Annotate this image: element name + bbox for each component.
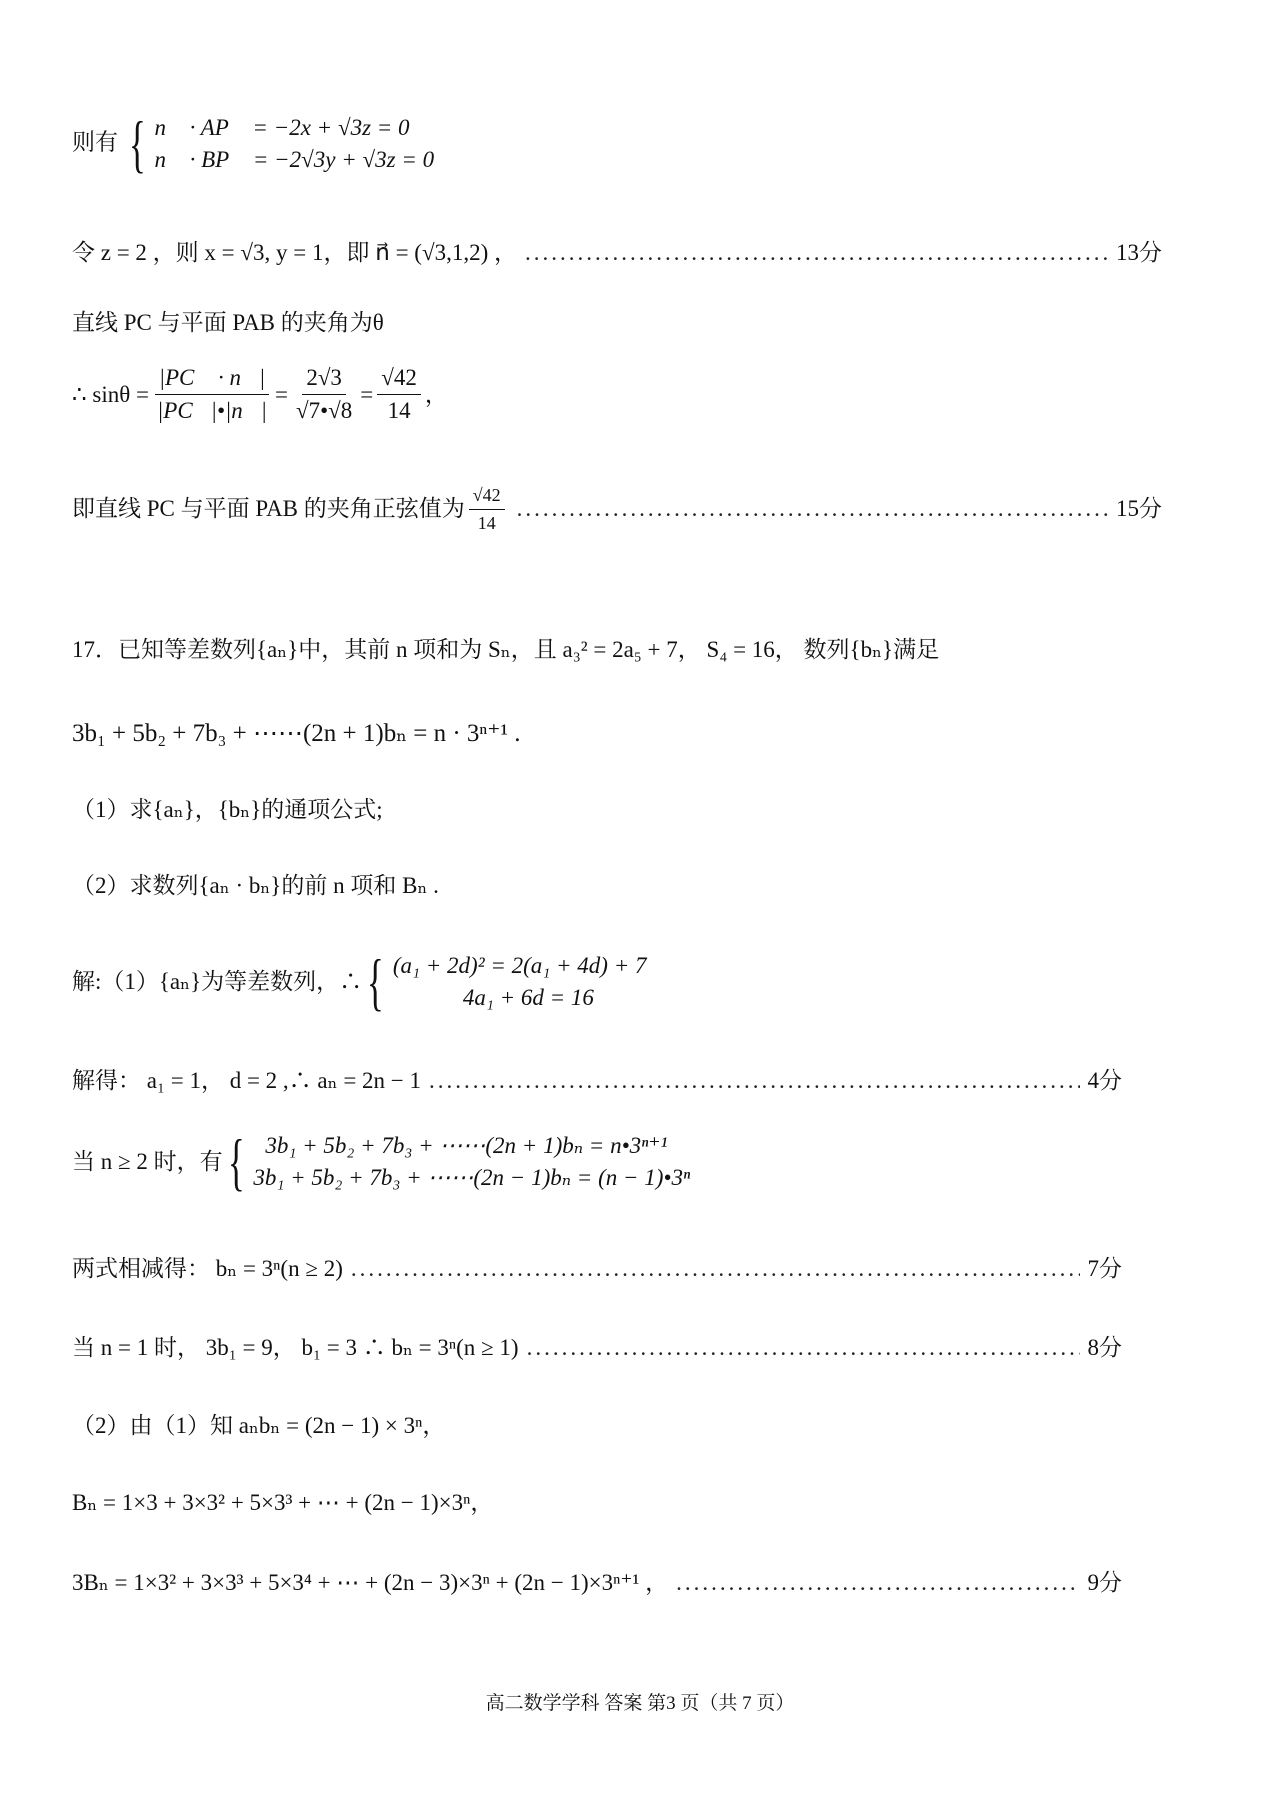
line-3Bn — [72, 1570, 1122, 1596]
sine-result-text: 即直线 PC 与平面 PAB 的夹角正弦值为 — [72, 495, 465, 521]
page-footer: 高二数学学科 答案 第3 页（共 7 页） — [485, 1693, 795, 1714]
score-9: 9分 — [1087, 1570, 1122, 1595]
dot-leader — [676, 1570, 1079, 1596]
score-4: 4分 — [1087, 1068, 1122, 1093]
solution-prefix: 解:（1）{aₙ}为等差数列，∴ — [72, 968, 363, 994]
equals-1: = — [274, 381, 288, 407]
eq-b-n: 3b₁ + 5b₂ + 7b₃ + ⋯⋯(2n + 1)bₙ = n•3ⁿ⁺¹ — [265, 1132, 668, 1158]
line-normal-vector — [72, 240, 1162, 266]
3Bn-text: 3Bₙ = 1×3² + 3×3³ + 5×3⁴ + ⋯ + (2n − 3)×3ⁿ + (2n − 1)×3ⁿ⁺¹ ， — [72, 1570, 669, 1595]
line-n-equals-1 — [72, 1335, 1122, 1361]
q17-statement-1: 17．已知等差数列{aₙ}中，其前 n 项和为 Sₙ，且 a₃² = 2a₅ + 7， S₄ = 16， 数列{bₙ}满足 — [72, 637, 940, 662]
solution-system — [72, 946, 647, 1017]
q17-part-2: （2）求数列{aₙ · bₙ}的前 n 项和 Bₙ . — [72, 873, 439, 898]
solution-b-prefix: 当 n ≥ 2 时，有 — [72, 1148, 223, 1174]
score-13: 13分 — [1116, 240, 1162, 265]
dot-leader — [429, 1068, 1079, 1094]
eq-bp: n⃗ · BP⃗ = −2√3y + √3z = 0 — [154, 147, 435, 172]
line-part-2-product: （2）由（1）知 aₙbₙ = (2n − 1) × 3ⁿ， — [72, 1413, 446, 1438]
line-sine-result — [72, 485, 1162, 533]
line-solve-a — [72, 1068, 1122, 1094]
eq-quadratic: (a₁ + 2d)² = 2(a₁ + 4d) + 7 — [392, 952, 647, 978]
equation-system — [124, 108, 435, 179]
sin-formula — [72, 365, 448, 425]
equation-system — [362, 946, 647, 1017]
system-prefix: 则有 — [72, 129, 118, 155]
score-15: 15分 — [1116, 495, 1162, 521]
score-8: 8分 — [1087, 1335, 1122, 1360]
left-brace: { — [128, 108, 146, 179]
fraction-2-num: 2√3 — [302, 365, 346, 395]
q17-statement-2: 3b₁ + 5b₂ + 7b₃ + ⋯⋯(2n + 1)bₙ = n · 3ⁿ⁺¹ . — [72, 720, 521, 747]
dot-leader — [517, 496, 1108, 522]
fraction-1 — [153, 365, 271, 425]
system-ap-bp — [72, 108, 435, 179]
score-7: 7分 — [1087, 1256, 1122, 1281]
sine-fraction-num: √42 — [469, 485, 505, 510]
dot-leader — [525, 240, 1108, 266]
fraction-2 — [292, 365, 356, 425]
eq-ap: n⃗ · AP⃗ = −2x + √3z = 0 — [154, 114, 410, 140]
comma: ， — [424, 381, 448, 407]
fraction-1-den: |PC⃗|•|n⃗| — [156, 398, 267, 424]
dot-leader — [351, 1256, 1080, 1282]
fraction-3-den: 14 — [387, 398, 411, 424]
fraction-2-den: √7•√8 — [295, 398, 353, 424]
equation-system — [223, 1126, 691, 1197]
eq-b-n-minus-1: 3b₁ + 5b₂ + 7b₃ + ⋯⋯(2n − 1)bₙ = (n − 1)•3ⁿ — [253, 1165, 691, 1190]
n-equals-1-text: 当 n = 1 时， 3b₁ = 9， b₁ = 3 ∴ bₙ = 3ⁿ(n ≥ 1) — [72, 1335, 519, 1360]
fraction-3-num: √42 — [377, 365, 421, 395]
left-brace: { — [367, 946, 384, 1017]
equals-2: = — [360, 381, 374, 407]
subtract-text: 两式相减得： bₙ = 3ⁿ(n ≥ 2) — [72, 1256, 343, 1281]
dot-leader — [527, 1335, 1080, 1361]
solution-b-system — [72, 1126, 691, 1197]
fraction-1-num: |PC⃗ · n⃗| — [155, 365, 270, 395]
left-brace: { — [227, 1126, 245, 1197]
solve-a-text: 解得： a₁ = 1， d = 2 ,∴ aₙ = 2n − 1 — [72, 1068, 422, 1093]
sin-prefix: ∴ sinθ = — [72, 381, 149, 407]
eq-sum: 4a₁ + 6d = 16 — [462, 985, 594, 1010]
fraction-3 — [377, 365, 421, 425]
normal-vector-text: 令 z = 2 ，则 x = √3, y = 1，即 n⃗ = (√3,1,2) ， — [72, 240, 517, 265]
line-Bn: Bₙ = 1×3 + 3×3² + 5×3³ + ⋯ + (2n − 1)×3ⁿ， — [72, 1490, 494, 1515]
sine-fraction-den: 14 — [477, 512, 496, 533]
line-angle-def: 直线 PC 与平面 PAB 的夹角为θ — [72, 310, 384, 335]
q17-part-1: （1）求{aₙ}，{bₙ}的通项公式; — [72, 797, 383, 822]
sine-fraction — [469, 485, 505, 533]
line-subtract — [72, 1256, 1122, 1282]
